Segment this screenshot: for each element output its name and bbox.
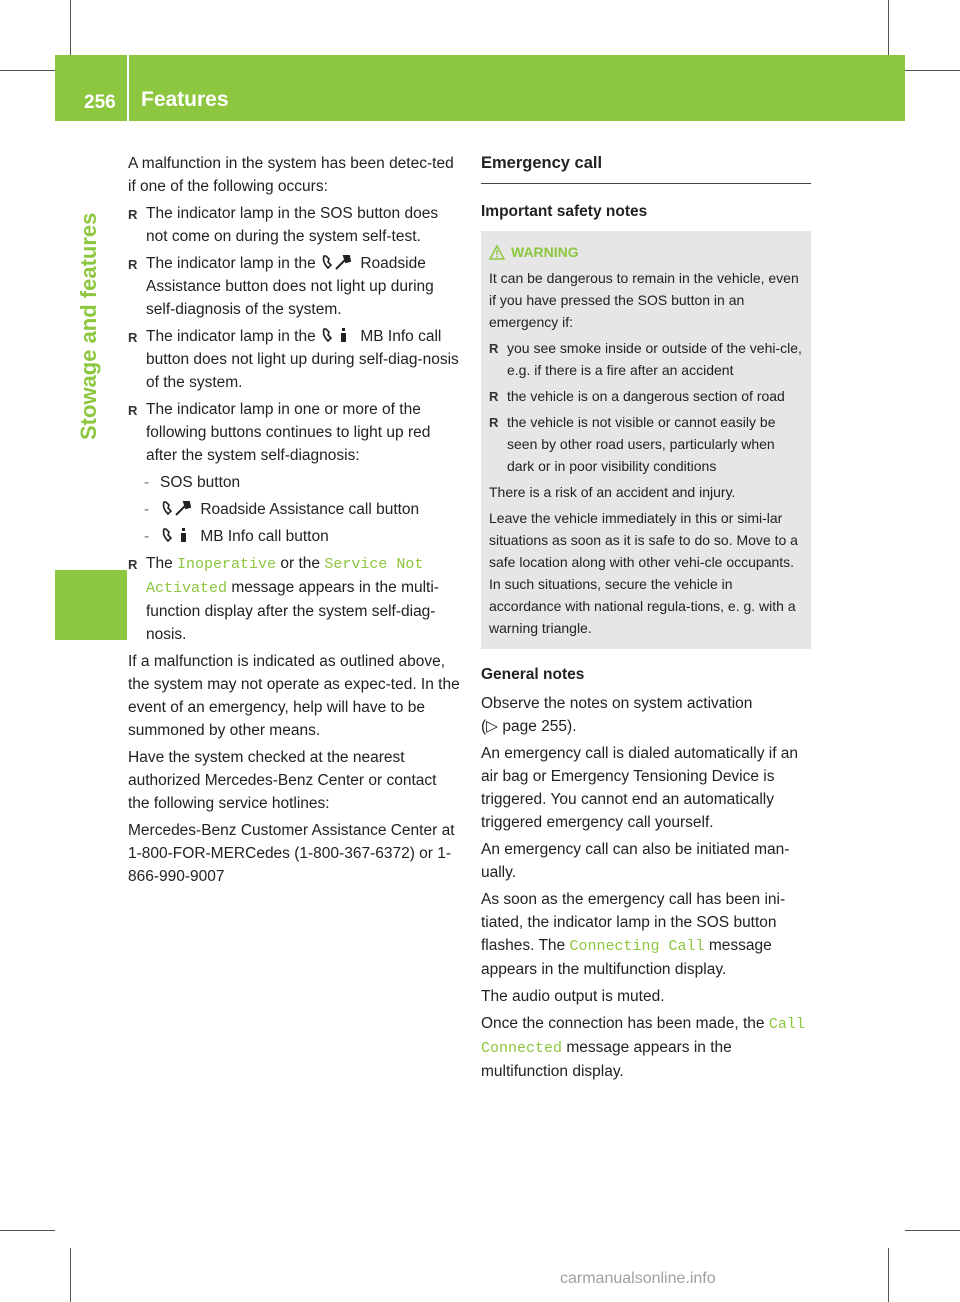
body-text: message appears in the multifunction display.: [481, 1039, 732, 1080]
body-paragraph: An emergency call can also be initiated man-ually.: [481, 841, 790, 881]
body-paragraph: [481, 888, 811, 981]
body-paragraph: Have the system checked at the nearest authorized Mercedes-Benz Center or contact the following service hotlines:: [128, 749, 437, 812]
crop-mark: [70, 1248, 71, 1302]
section-heading: Emergency call: [481, 152, 811, 184]
dash-item-text: Roadside Assistance call button: [200, 501, 420, 518]
list-item-text: message appears in the multi-function display after the system self-diag-nosis.: [146, 579, 439, 643]
body-text: As soon as the emergency call has been ini-tiated, the indicator lamp in the SOS button flashes. The: [481, 891, 786, 954]
warning-list-item: R the vehicle is on a dangerous section of road: [489, 385, 803, 407]
body-text: Once the connection has been made, the: [481, 1015, 765, 1032]
warning-list-item: R you see smoke inside or outside of the vehi-cle, e.g. if there is a fire after an accident: [489, 337, 803, 381]
dash-item: - SOS button: [144, 474, 241, 491]
section-title: Features: [141, 88, 229, 111]
warning-paragraph: There is a risk of an accident and injury.: [489, 484, 736, 500]
warning-title-text: WARNING: [511, 244, 579, 260]
list-item: [128, 252, 462, 321]
crop-mark: [0, 1230, 55, 1231]
subheading: General notes: [481, 666, 585, 683]
dash-item-text: MB Info call button: [200, 528, 329, 545]
list-item-text: Roadside Assistance button does not light up during self-diagnosis of the system.: [146, 255, 434, 318]
list-item-text: MB Info call button does not light up during self-diag-nosis of the system.: [146, 328, 459, 391]
display-message: Activated: [146, 580, 228, 597]
body-text: message appears in the multifunction display.: [481, 937, 772, 978]
warning-title: [489, 241, 803, 263]
warning-triangle-icon: [489, 245, 505, 260]
body-paragraph: The audio output is muted.: [481, 988, 665, 1005]
crop-mark: [0, 70, 55, 71]
body-paragraph: [481, 692, 811, 738]
display-message: Inoperative: [177, 556, 277, 573]
body-paragraph: [481, 1012, 811, 1083]
list-item: [128, 202, 462, 248]
crop-mark: [905, 70, 960, 71]
list-item-text: The indicator lamp in one or more of the following buttons continues to light up red after the system self-diagnosis:: [146, 401, 431, 464]
header-divider: [127, 55, 129, 121]
side-tab-marker: [55, 570, 127, 640]
subheading: Important safety notes: [481, 203, 648, 220]
intro-paragraph: A malfunction in the system has been detec-ted if one of the following occurs:: [128, 155, 454, 195]
list-item-text: or the: [280, 555, 321, 572]
body-paragraph: An emergency call is dialed automatically if an air bag or Emergency Tensioning Device is triggered. You cannot end an automatically triggered emergency call yourself.: [481, 745, 799, 831]
list-item-text: The: [146, 555, 173, 572]
list-item-text: The indicator lamp in the: [146, 255, 316, 272]
left-column: [128, 152, 462, 888]
crop-mark: [888, 0, 889, 55]
warning-box: [481, 231, 811, 649]
dash-item-text: SOS button: [160, 474, 241, 491]
crop-mark: [888, 1248, 889, 1302]
body-paragraph: Mercedes-Benz Customer Assistance Center at 1-800-FOR-MERCedes (1-800-367-6372) or 1-866-990-9007: [128, 822, 455, 885]
page-number: 256: [84, 92, 116, 113]
watermark: carmanualsonline.info: [560, 1270, 716, 1287]
side-tab-label: Stowage and features: [76, 212, 101, 440]
body-text: Observe the notes on system activation: [481, 695, 753, 712]
right-column: [481, 152, 811, 1083]
page-reference-link[interactable]: (▷ page 255).: [481, 718, 577, 735]
crop-mark: [70, 0, 71, 55]
dash-item: - MB Info call button: [144, 528, 329, 545]
warning-list-item: R the vehicle is not visible or cannot easily be seen by other road users, particularly when dark or in poor visibility conditions: [489, 411, 803, 477]
phone-info-icon: [320, 326, 356, 344]
list-item: [128, 552, 462, 646]
phone-info-icon: [160, 526, 196, 544]
display-message: Connecting Call: [569, 938, 705, 955]
dash-item: - Roadside Assistance call button: [144, 501, 420, 518]
phone-wrench-icon: [160, 499, 196, 517]
list-item: [128, 398, 462, 467]
phone-wrench-icon: [320, 253, 356, 271]
list-item-text: The indicator lamp in the: [146, 328, 316, 345]
crop-mark: [905, 1230, 960, 1231]
display-message: Service Not: [324, 556, 424, 573]
display-message: Call Connected: [481, 1016, 805, 1057]
body-paragraph: If a malfunction is indicated as outlined above, the system may not operate as expec-ted. In the event of an emergency, help will have to be summoned by other means.: [128, 653, 460, 739]
warning-paragraph: Leave the vehicle immediately in this or simi-lar situations as soon as it is safe to do so. Move to a safe location along with other vehi-cle occupants. In such situations, secure the vehicle in accordance with national regula-tions, e. g. with a warning triangle.: [489, 510, 798, 636]
warning-intro: It can be dangerous to remain in the vehicle, even if you have pressed the SOS button in an emergency if:: [489, 270, 799, 330]
list-item: [128, 325, 462, 394]
list-item-text: The indicator lamp in the SOS button does not come on during the system self-test.: [146, 205, 439, 245]
